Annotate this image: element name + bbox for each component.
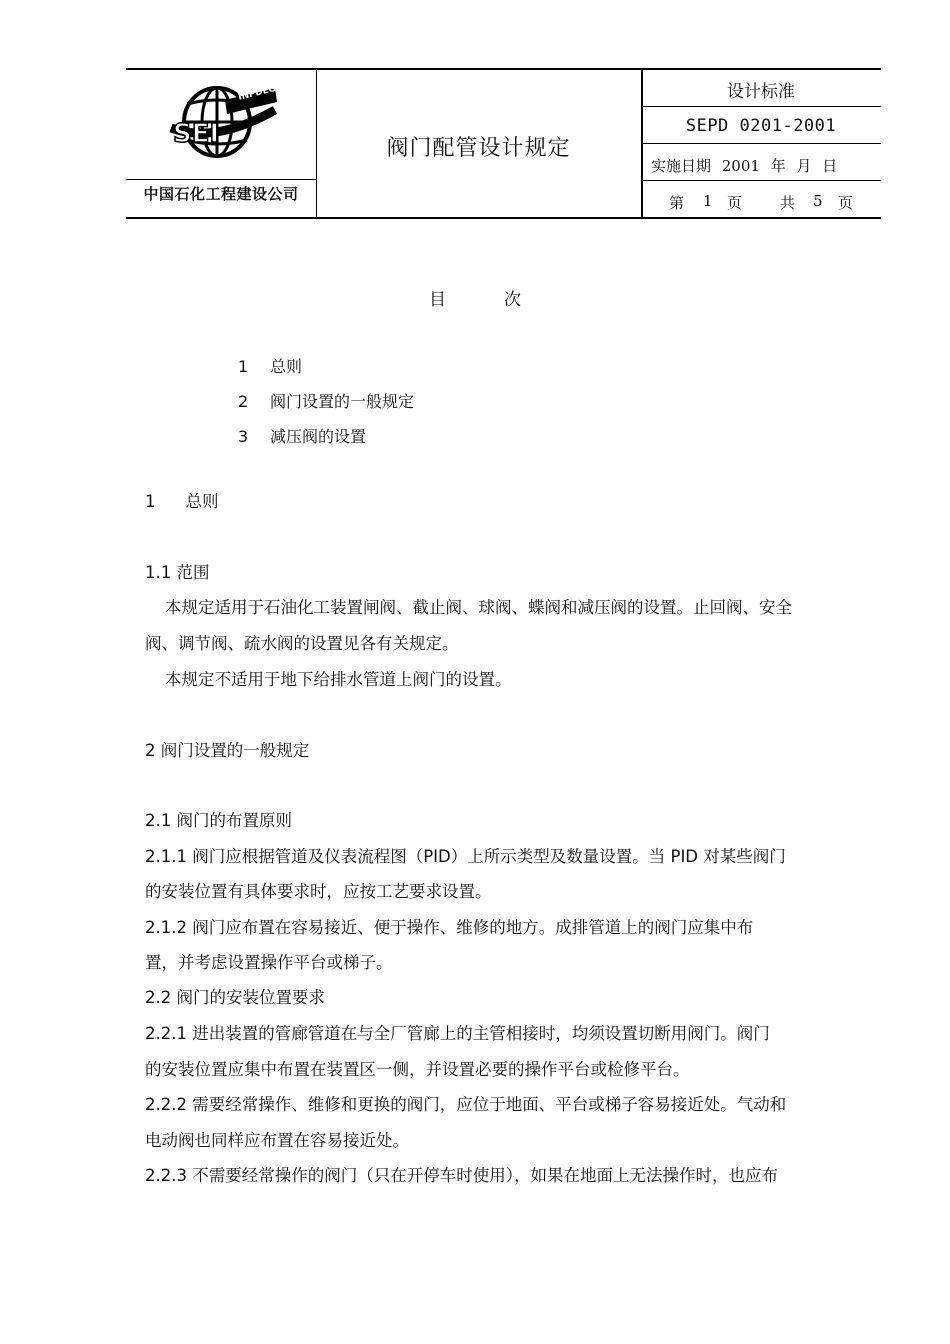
toc-item-label: 减压阀的设置 [270, 427, 367, 446]
toc-item [238, 389, 414, 412]
total-pages: 5 [813, 192, 823, 210]
toc-item-number: 1 [238, 357, 249, 376]
paragraph: 阀、调节阀、疏水阀的设置见各有关规定。 [145, 634, 459, 653]
toc-item-label: 阀门设置的一般规定 [270, 392, 415, 411]
standard-code: SEPD 0201-2001 [685, 116, 837, 136]
company-rule [126, 179, 316, 180]
logo-letters: SEI [173, 119, 220, 149]
clause-2-1-2: 2.1.2 阀门应布置在容易接近、便于操作、维修的地方。成排管道上的阀门应集中布 [145, 918, 754, 937]
toc-title [0, 285, 950, 310]
toc-item-number: 2 [238, 392, 249, 411]
std-rule-1 [641, 106, 881, 107]
page-unit: 页 [727, 194, 743, 212]
page-label: 第 [669, 194, 685, 212]
clause-2-1-2-cont: 置，并考虑设置操作平台或梯子。 [145, 953, 393, 972]
clause-2-2-3: 2.2.3 不需要经常操作的阀门（只在开停车时使用），如果在地面上无法操作时，也应布 [145, 1166, 778, 1185]
section-number: 1 [145, 492, 156, 511]
toc-title-char-2: 次 [504, 290, 521, 310]
header-top-rule [126, 68, 881, 70]
implementation-date: 实施日期 2001 年 月 日 [651, 157, 838, 175]
header-bottom-rule [126, 217, 881, 219]
section-2-heading: 2 阀门设置的一般规定 [145, 741, 310, 760]
clause-2-1-1-cont: 的安装位置有具体要求时，应按工艺要求设置。 [145, 882, 492, 901]
document-title: 阀门配管设计规定 [386, 136, 571, 161]
toc-item-number: 3 [238, 427, 249, 446]
toc-item [238, 424, 366, 447]
clause-2-1-1: 2.1.1 阀门应根据管道及仪表流程图（PID）上所示类型及数量设置。当 PID 对某些阀门 [145, 847, 786, 866]
subsection-2-1: 2.1 阀门的布置原则 [145, 811, 292, 830]
company-logo [165, 82, 280, 162]
standard-type: 设计标准 [727, 82, 795, 102]
std-rule-2 [641, 143, 881, 144]
clause-2-2-1: 2.2.1 进出装置的管廊管道在与全厂管廊上的主管相接时，均须设置切断用阀门。阀门 [145, 1024, 770, 1043]
toc-title-char-1: 目 [429, 290, 446, 310]
std-rule-3 [641, 180, 881, 181]
paragraph: 本规定不适用于地下给排水管道上阀门的设置。 [165, 670, 512, 689]
page-indicator [641, 192, 881, 212]
company-name: 中国石化工程建设公司 [143, 185, 299, 203]
subsection-1-1: 1.1 范围 [145, 563, 210, 582]
section-title: 总则 [185, 492, 219, 511]
page-number: 1 [703, 192, 713, 210]
clause-2-2-2-cont: 电动阀也同样应布置在容易接近处。 [145, 1131, 409, 1150]
paragraph: 本规定适用于石油化工装置闸阀、截止阀、球阀、蝶阀和减压阀的设置。止回阀、安全 [165, 598, 792, 617]
toc-item [238, 354, 302, 377]
clause-2-2-1-cont: 的安装位置应集中布置在装置区一侧，并设置必要的操作平台或检修平台。 [145, 1060, 690, 1079]
subsection-2-2: 2.2 阀门的安装位置要求 [145, 988, 325, 1007]
total-label: 共 [780, 194, 796, 212]
total-unit: 页 [838, 194, 854, 212]
toc-item-label: 总则 [270, 357, 303, 376]
clause-2-2-2: 2.2.2 需要经常操作、维修和更换的阀门，应位于地面、平台或梯子容易接近处。气动和 [145, 1095, 787, 1114]
section-1-heading [145, 490, 219, 514]
logo-small-letters: INPDEG [237, 83, 278, 103]
